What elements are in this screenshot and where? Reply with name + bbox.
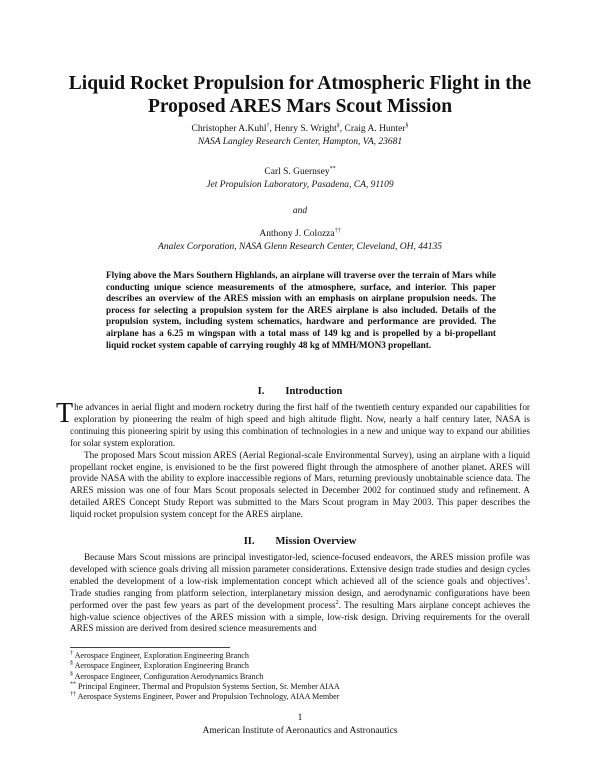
- author-names: Christopher A.Kuhl†, Henry S. Wright§, Craig A. Hunter§: [191, 122, 409, 134]
- footer-organization: American Institute of Aeronautics and Astronautics: [202, 726, 398, 736]
- footnote: †† Aerospace Systems Engineer, Power and Propulsion Technology, AIAA Member: [70, 691, 340, 702]
- footnote: ** Principal Engineer, Thermal and Propulsion Systems Section, Sr. Member AIAA: [70, 681, 340, 691]
- footnote: † Aerospace Engineer, Exploration Engineering Branch: [70, 650, 249, 660]
- author-names: Carl S. Guernsey**: [264, 165, 336, 177]
- page-number: 1: [297, 713, 303, 723]
- author-block-2: [60, 166, 540, 192]
- drop-cap: T: [56, 398, 74, 429]
- abstract: Flying above the Mars Southern Highlands, an airplane will traverse over the terrain of Mars while conducting unique science measurements of the atmosphere, surface, and interior. This paper describes an overview of the ARES mission with an emphasis on airplane propulsion needs. The process for selecting a propulsion system for the ARES airplane is also included. Details of the propulsion system, including system schematics, hardware and performance are provided. The airplane has a 6.25 m wingspan with a total mass of 149 kg and is propelled by a bi-propellant liquid rocket system capable of carrying roughly 48 kg of MMH/MON3 propellant.: [106, 270, 496, 350]
- author-block-1: [60, 123, 540, 149]
- and-separator: and: [292, 206, 308, 216]
- author-affiliation: Analex Corporation, NASA Glenn Research Center, Cleveland, OH, 44135: [158, 242, 442, 252]
- paragraph: Because Mars Scout missions are principal investigator-led, science-focused endeavors, the ARES mission profile was developed with science goals driving all mission parameter considerations. Extensive design trade studies and design cycles enabled the development of a low-risk implementation concept which achieved all of the science goals and objectives$^1$. Trade studies ranging from platform selection, interplanetary mission design, and aerodynamic configurations have been performed over the past few years as part of the development process$^2$. The resulting Mars airplane concept achieves the high-value science objectives of the ARES mission with a simple, low-risk design. Driving requirements for the overall ARES mission are derived from desired science measurements and: [70, 552, 531, 634]
- citation-ref: 2: [335, 599, 339, 606]
- section-heading-introduction: I. Introduction: [257, 386, 343, 397]
- footnote: § Aerospace Engineer, Configuration Aerodynamics Branch: [70, 670, 264, 681]
- footnotes: [70, 651, 530, 702]
- mission-overview-body: [70, 552, 530, 635]
- author-affiliation: Jet Propulsion Laboratory, Pasadena, CA, 91109: [206, 180, 394, 190]
- footnote-divider: [70, 647, 230, 648]
- section-heading-mission-overview: II. Mission Overview: [243, 536, 357, 547]
- footnote: § Aerospace Engineer, Exploration Engineering Branch: [70, 660, 249, 671]
- paper-title: Liquid Rocket Propulsion for Atmospheric Flight in the Proposed ARES Mars Scout Mission: [68, 73, 532, 117]
- author-names: Anthony J. Colozza††: [259, 227, 341, 239]
- paragraph: The advances in aerial flight and modern rocketry during the first half of the twentieth century expanded our capabilities for exploration by pioneering the realm of high speed and high altitude flight. Now, nearly a half century later, NASA is continuing this pioneering spirit by using this combination of technologies in a new and unique way to expand our abilities for solar system exploration.: [56, 398, 530, 448]
- paragraph: The proposed Mars Scout mission ARES (Aerial Regional-scale Environmental Survey), using an airplane with a liquid propellant rocket engine, is envisioned to be the first powered flight through the atmosphere of another planet. ARES will provide NASA with the ability to explore inaccessible regions of Mars, returning previously unobtainable science data. The ARES mission was one of four Mars Scout proposals selected in December 2002 for continued study and refinement. A detailed ARES Concept Study Report was submitted to the Mars Scout program in May 2003. This paper describes the liquid rocket propulsion system concept for the ARES airplane.: [70, 449, 530, 520]
- citation-ref: 1: [524, 575, 528, 582]
- author-block-3: [60, 228, 540, 254]
- introduction-body: [56, 398, 530, 521]
- author-affiliation: NASA Langley Research Center, Hampton, VA, 23681: [197, 137, 403, 147]
